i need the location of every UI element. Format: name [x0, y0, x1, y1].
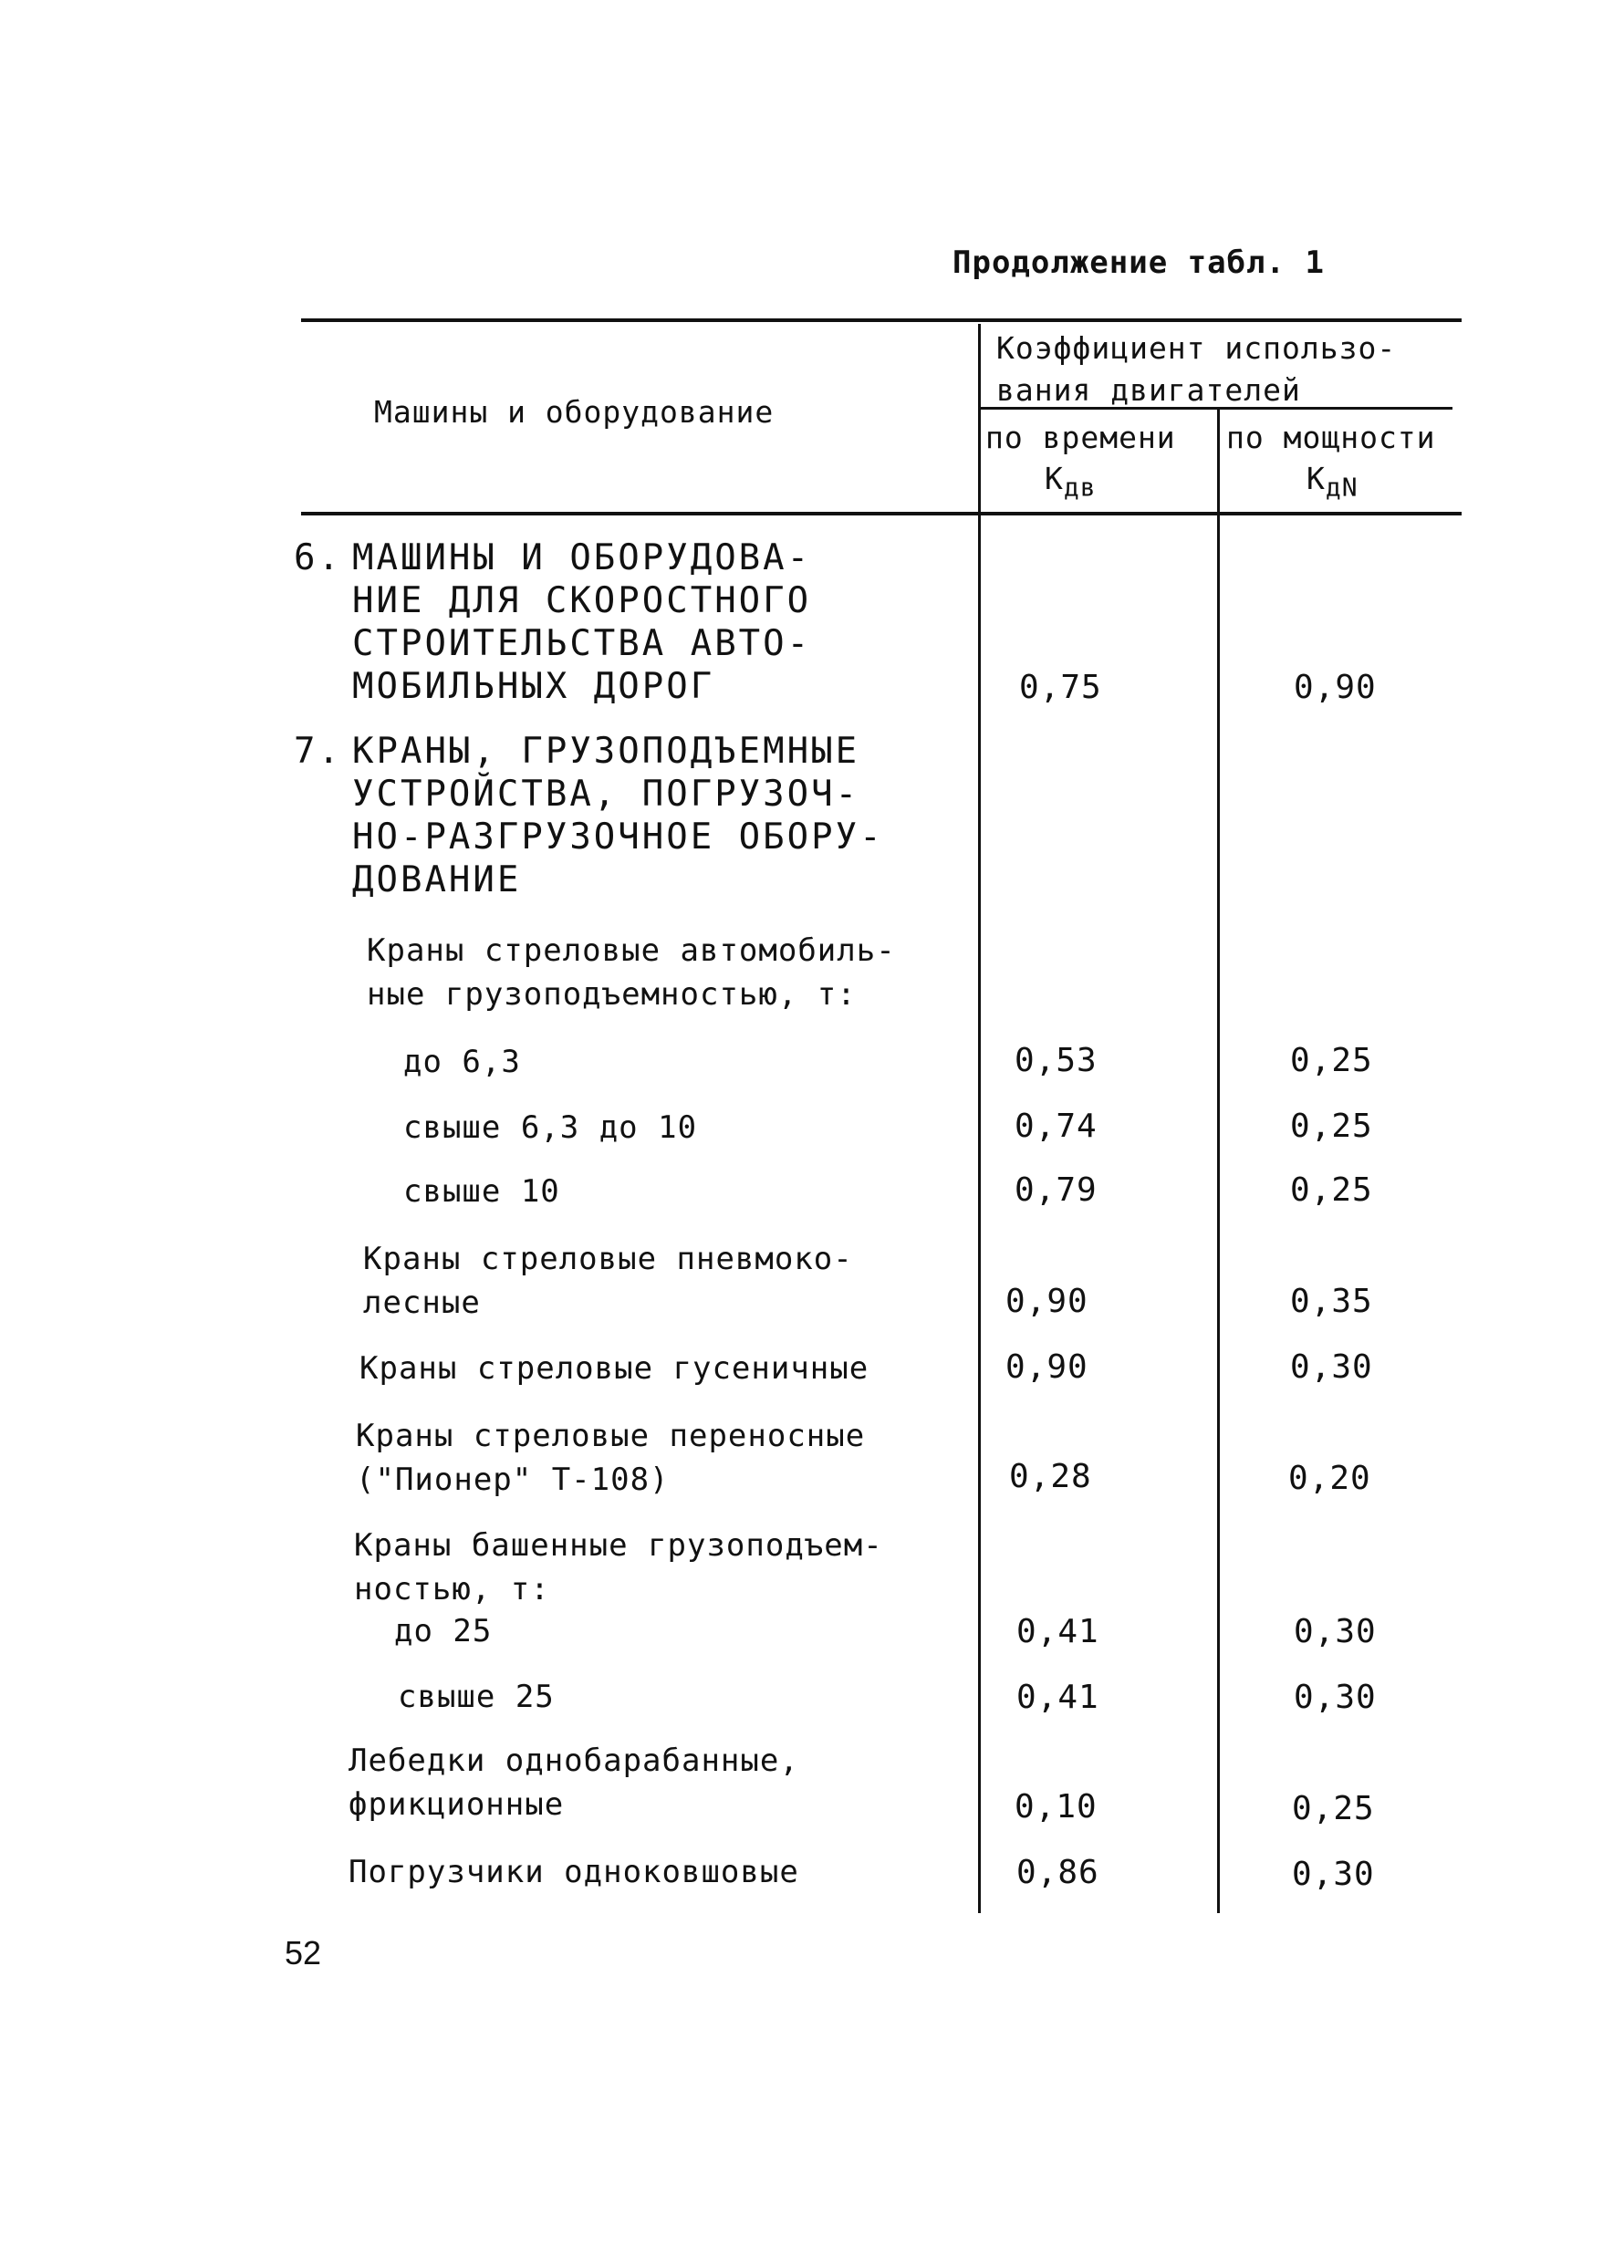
row-5-time: 0,79	[1015, 1171, 1098, 1209]
row-4-name: свыше 6,3 до 10	[403, 1109, 698, 1146]
header-by-time: по времени	[985, 420, 1176, 455]
power-subscript: дN	[1325, 472, 1359, 503]
row-7-time: 0,90	[1005, 1348, 1088, 1386]
row-2-name: Краны стреловые автомобиль- ные грузоподъемностью, т:	[367, 932, 896, 1013]
time-subscript: дв	[1063, 472, 1097, 503]
row-4-time: 0,74	[1015, 1108, 1098, 1145]
section-number-7: 7.	[294, 731, 342, 772]
row-7-name: Краны стреловые гусеничные	[359, 1350, 869, 1387]
section-title-7: КРАНЫ, ГРУЗОПОДЪЕМНЫЕ УСТРОЙСТВА, ПОГРУЗОЧ- НО-РАЗГРУЗОЧНОЕ ОБОРУ- ДОВАНИЕ	[352, 731, 884, 900]
row-10-name: до 25	[394, 1613, 493, 1649]
header-power-symbol	[1306, 461, 1359, 503]
row-11-power: 0,30	[1294, 1679, 1377, 1716]
table-caption: Продолжение табл. 1	[953, 244, 1325, 281]
row-8-name: Краны стреловые переносные ("Пионер" Т-108)	[356, 1418, 866, 1498]
section-number-6: 6.	[294, 537, 342, 578]
header-time-symbol	[1045, 461, 1097, 503]
row-10-time: 0,41	[1016, 1613, 1099, 1650]
row-13-time: 0,86	[1016, 1854, 1099, 1891]
page-number: 52	[285, 1934, 322, 1971]
row-7-power: 0,30	[1290, 1348, 1373, 1386]
row-0-time: 0,75	[1019, 669, 1102, 706]
header-coef-line2: вания двигателей	[996, 372, 1301, 408]
row-13-power: 0,30	[1292, 1856, 1375, 1893]
row-5-power: 0,25	[1290, 1171, 1373, 1209]
row-3-time: 0,53	[1015, 1042, 1098, 1079]
section-title-6: МАШИНЫ И ОБОРУДОВА- НИЕ ДЛЯ СКОРОСТНОГО СТРОИТЕЛЬСТВА АВТО- МОБИЛЬНЫХ ДОРОГ	[352, 537, 812, 707]
row-3-name: до 6,3	[403, 1044, 521, 1080]
row-10-power: 0,30	[1294, 1613, 1377, 1650]
row-8-power: 0,20	[1288, 1460, 1371, 1497]
vertical-rule-left	[978, 324, 981, 1913]
row-9-name: Краны башенные грузоподъем- ностью, т:	[354, 1527, 883, 1607]
row-6-name: Краны стреловые пневмоко- лесные	[363, 1241, 853, 1321]
header-bottom-rule	[301, 512, 1462, 515]
row-6-power: 0,35	[1290, 1283, 1373, 1320]
header-coef-line1: Коэффициент использо-	[996, 330, 1397, 366]
power-symbol: К	[1306, 461, 1326, 496]
vertical-rule-mid	[1217, 409, 1220, 1913]
row-12-time: 0,10	[1015, 1788, 1098, 1826]
row-13-name: Погрузчики одноковшовые	[349, 1854, 799, 1890]
row-11-name: свыше 25	[398, 1679, 555, 1715]
header-machines: Машины и оборудование	[374, 394, 775, 430]
row-3-power: 0,25	[1290, 1042, 1373, 1079]
row-5-name: свыше 10	[403, 1173, 560, 1210]
row-12-power: 0,25	[1292, 1790, 1375, 1827]
row-11-time: 0,41	[1016, 1679, 1099, 1716]
row-8-time: 0,28	[1009, 1458, 1092, 1495]
row-6-time: 0,90	[1005, 1283, 1088, 1320]
row-12-name: Лебедки однобарабанные, фрикционные	[349, 1743, 799, 1823]
time-symbol: К	[1045, 461, 1064, 496]
table-top-rule	[301, 318, 1462, 322]
row-0-power: 0,90	[1294, 669, 1377, 706]
header-by-power: по мощности	[1226, 420, 1436, 455]
row-4-power: 0,25	[1290, 1108, 1373, 1145]
